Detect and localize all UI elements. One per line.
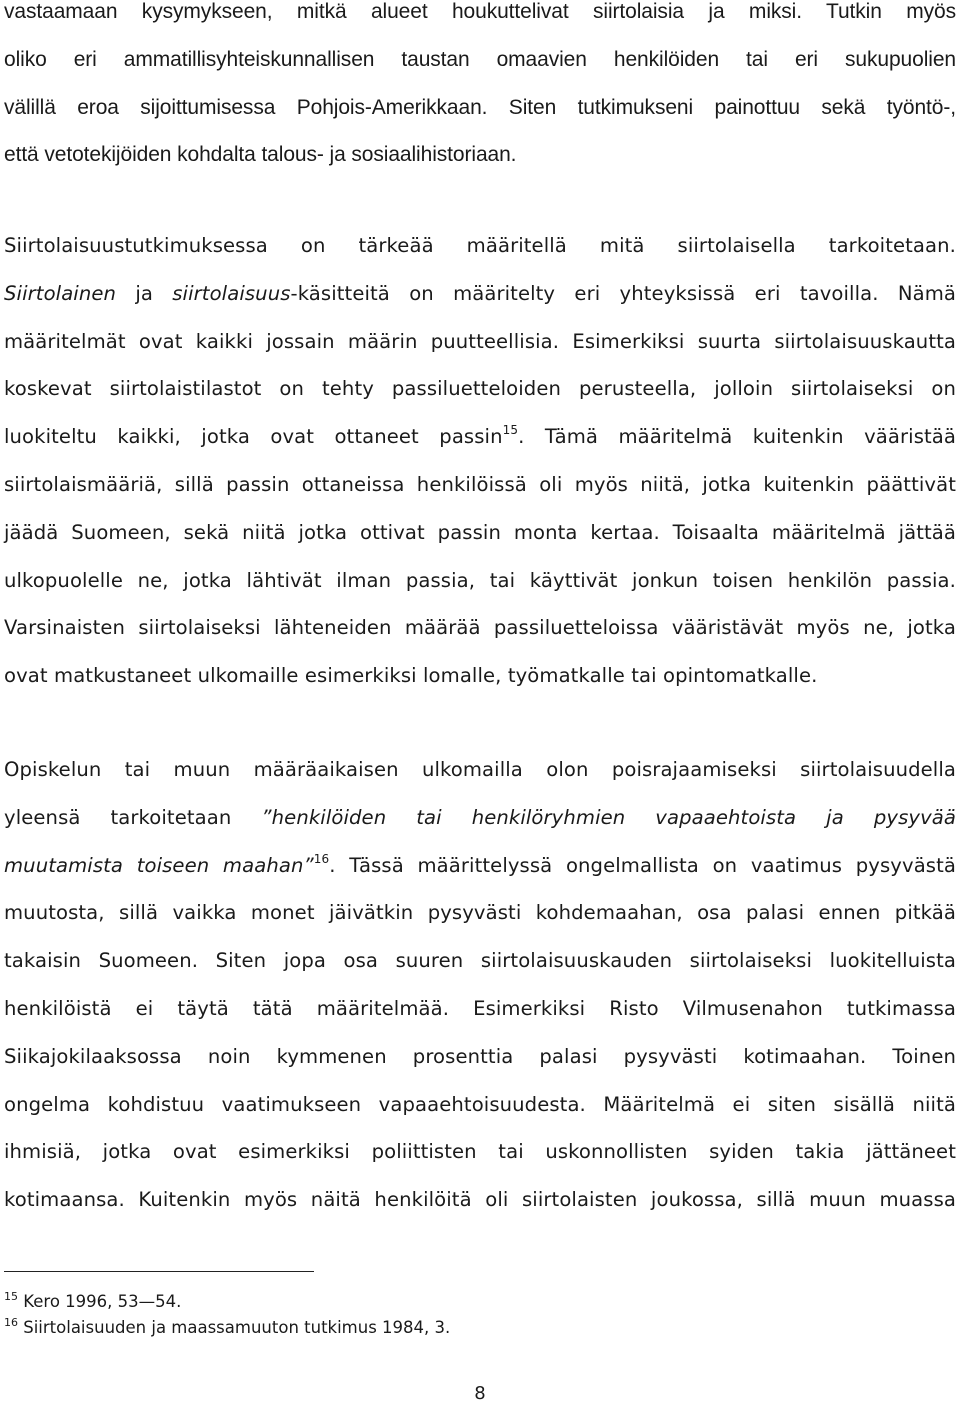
text-run: luokiteltu kaikki, jotka ovat ottaneet passin — [4, 425, 503, 449]
paragraph-line: koskevat siirtolaistilastot on tehty passiluetteloiden perusteella, jolloin siirtolaiseksi on — [4, 377, 956, 401]
paragraph-line: siirtolaismääriä, sillä passin ottaneissa henkilöissä oli myös niitä, jotka kuitenkin päättivät — [4, 472, 956, 496]
paragraph-1 — [4, 0, 956, 179]
paragraph-line: jäädä Suomeen, sekä niitä jotka ottivat passin monta kertaa. Toisaalta määritelmä jättää — [4, 520, 956, 544]
footnote-mark: 15 — [4, 1290, 18, 1303]
italic-term: Siirtolainen — [4, 281, 117, 305]
paragraph-line: Siikajokilaaksossa noin kymmenen prosenttia palasi pysyvästi kotimaahan. Toinen — [4, 1044, 956, 1068]
paragraph-line — [4, 794, 956, 842]
paragraph-line — [4, 413, 956, 461]
footnote-16 — [4, 1317, 450, 1339]
text-run: . Tämä määritelmä kuitenkin vääristää — [518, 425, 956, 449]
italic-quote: muutamista toiseen maahan” — [4, 853, 314, 877]
footnote-mark: 16 — [4, 1316, 18, 1329]
italic-term: siirtolaisuus — [172, 281, 291, 305]
paragraph-line — [4, 270, 956, 318]
paragraph-line: Varsinaisten siirtolaiseksi lähteneiden määrää passiluetteloissa vääristävät myös ne, jotka — [4, 616, 956, 640]
italic-quote: ”henkilöiden tai henkilöryhmien vapaaehtoista ja pysyvää — [261, 805, 956, 829]
paragraph-line: muutosta, sillä vaikka monet jäivätkin pysyvästi kohdemaahan, osa palasi ennen pitkää — [4, 901, 956, 925]
paragraph-line: ulkopuolelle ne, jotka lähtivät ilman passia, tai käyttivät jonkun toisen henkilön passia. — [4, 568, 956, 592]
paragraph-line: henkilöistä ei täytä tätä määritelmää. Esimerkiksi Risto Vilmusenahon tutkimassa — [4, 996, 956, 1020]
text-run: . Tässä määrittelyssä ongelmallista on vaatimus pysyvästä — [329, 853, 957, 877]
footnote-ref[interactable]: 15 — [502, 423, 519, 438]
footnote-text: Siirtolaisuuden ja maassamuuton tutkimus 1984, 3. — [18, 1318, 451, 1337]
paragraph-line: Siirtolaisuustutkimuksessa on tärkeää määritellä mitä siirtolaisella tarkoitetaan. — [4, 234, 956, 257]
paragraph-line: ihmisiä, jotka ovat esimerkiksi poliittisten tai uskonnollisten syiden takia jättäneet — [4, 1140, 956, 1164]
paragraph-line: välillä eroa sijoittumisessa Pohjois-Amerikkaan. Siten tutkimukseni painottuu sekä työntö-, — [4, 95, 956, 119]
text-run: yleensä tarkoitetaan — [4, 805, 262, 829]
paragraph-3 — [4, 746, 956, 1224]
footnote-15 — [4, 1291, 181, 1313]
paragraph-line: oliko eri ammatillisyhteiskunnallisen taustan omaavien henkilöiden tai eri sukupuolien — [4, 47, 956, 71]
page-number: 8 — [474, 1383, 486, 1404]
paragraph-line: että vetotekijöiden kohdalta talous- ja sosiaalihistoriaan. — [4, 143, 517, 167]
paragraph-2 — [4, 222, 956, 700]
paragraph-line — [4, 842, 956, 890]
paragraph-line: takaisin Suomeen. Siten jopa osa suuren siirtolaisuuskauden siirtolaiseksi luokitelluista — [4, 949, 956, 973]
paragraph-line: ovat matkustaneet ulkomaille esimerkiksi lomalle, työmatkalle tai opintomatkalle. — [4, 664, 818, 688]
text-run: ja — [116, 281, 173, 305]
paragraph-line: määritelmät ovat kaikki jossain määrin puutteellisia. Esimerkiksi suurta siirtolaisuuskautta — [4, 329, 956, 353]
text-run: -käsitteitä on määritelty eri yhteyksissä eri tavoilla. Nämä — [290, 281, 956, 305]
paragraph-line: ongelma kohdistuu vaatimukseen vapaaehtoisuudesta. Määritelmä ei siten sisällä niitä — [4, 1092, 956, 1116]
footnote-ref[interactable]: 16 — [313, 851, 330, 866]
paragraph-line: Opiskelun tai muun määräaikaisen ulkomailla olon poisrajaamiseksi siirtolaisuudella — [4, 758, 956, 781]
footnote-separator — [4, 1271, 314, 1272]
footnote-text: Kero 1996, 53—54. — [18, 1292, 182, 1311]
paragraph-line: kotimaansa. Kuitenkin myös näitä henkilöitä oli siirtolaisten joukossa, sillä muun muassa — [4, 1188, 956, 1212]
paragraph-line: vastaamaan kysymykseen, mitkä alueet houkuttelivat siirtolaisia ja miksi. Tutkin myös — [4, 0, 956, 23]
